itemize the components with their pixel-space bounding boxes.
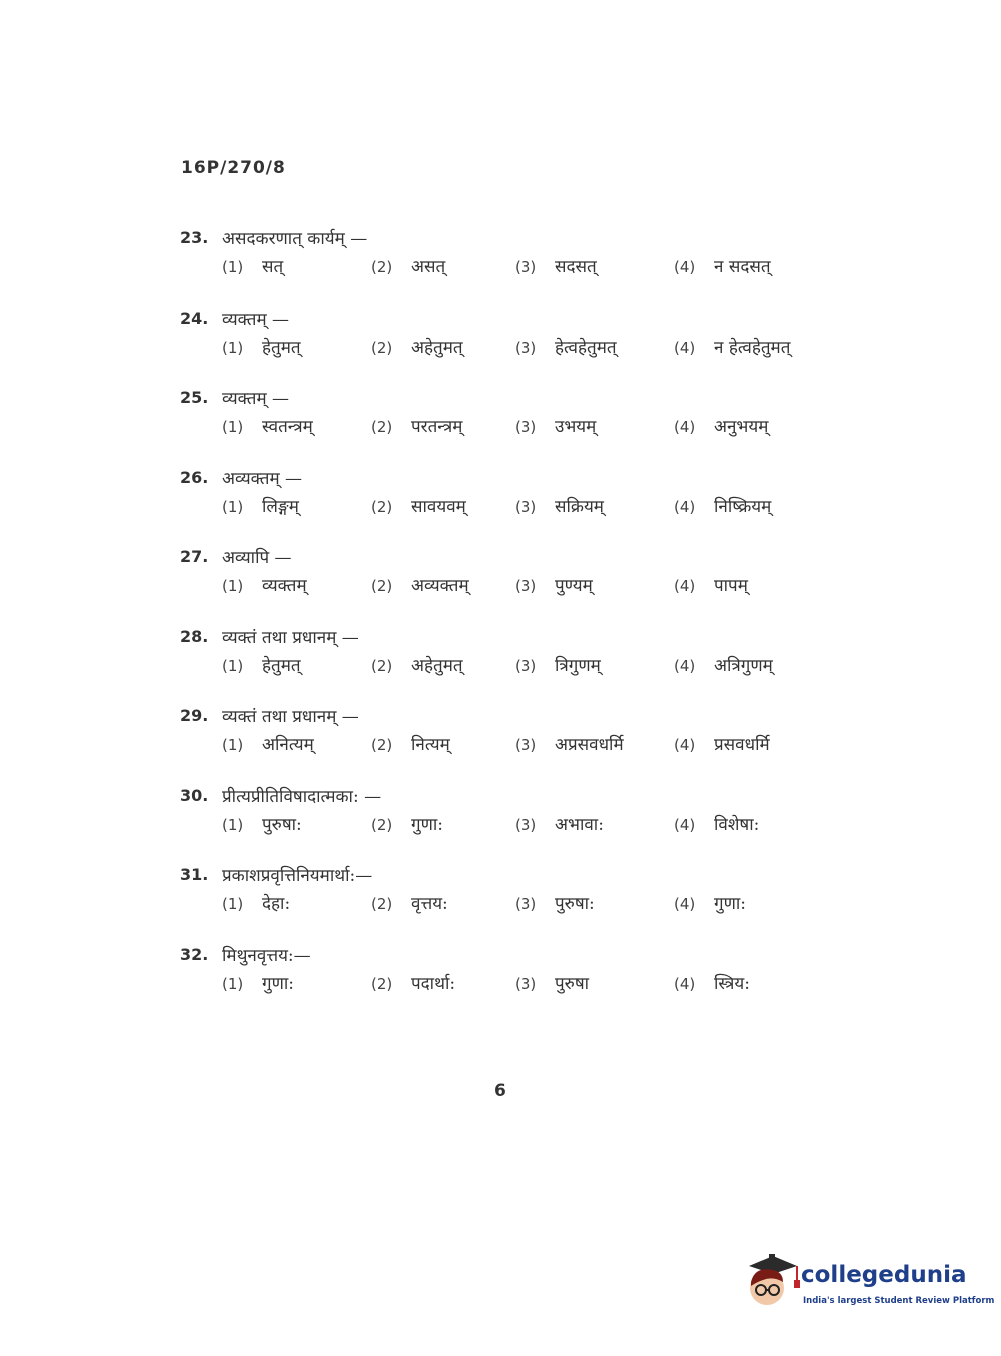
option-1: (1) पुरुषा: <box>222 815 302 835</box>
option-2: (2) अहेतुमत् <box>371 656 463 676</box>
question-32 <box>180 945 840 1005</box>
option-1: (1) अनित्यम् <box>222 735 314 755</box>
option-4: (4) पापम् <box>674 576 748 596</box>
question-number: 24. <box>180 309 209 328</box>
question-number: 31. <box>180 865 209 884</box>
question-number: 30. <box>180 786 209 805</box>
question-number: 27. <box>180 547 209 566</box>
page-number: 6 <box>494 1081 506 1101</box>
option-4: (4) न सदसत् <box>674 257 771 277</box>
question-number: 23. <box>180 228 209 247</box>
question-31 <box>180 865 840 925</box>
question-text: मिथुनवृत्तय:— <box>222 946 311 966</box>
brand-name: collegedunia <box>801 1262 967 1288</box>
question-text: प्रीत्यप्रीतिविषादात्मका: — <box>222 787 382 807</box>
option-3: (3) अप्रसवधर्मि <box>515 735 624 755</box>
question-25 <box>180 388 840 448</box>
option-4: (4) निष्क्रियम् <box>674 497 772 517</box>
mascot-logo-icon <box>743 1252 801 1314</box>
option-2: (2) नित्यम् <box>371 735 450 755</box>
question-text: व्यक्तम् — <box>222 389 290 409</box>
option-3: (3) अभावा: <box>515 815 604 835</box>
option-4: (4) गुणा: <box>674 894 746 914</box>
option-4: (4) प्रसवधर्मि <box>674 735 770 755</box>
question-text: व्यक्तं तथा प्रधानम् — <box>222 707 359 727</box>
question-text: व्यक्तम् — <box>222 310 290 330</box>
option-2: (2) अव्यक्तम् <box>371 576 469 596</box>
question-number: 29. <box>180 706 209 725</box>
question-27 <box>180 547 840 607</box>
question-24 <box>180 309 840 369</box>
option-3: (3) उभयम् <box>515 417 597 437</box>
page-code: 16P/270/8 <box>181 158 286 178</box>
option-2: (2) गुणा: <box>371 815 443 835</box>
option-3: (3) पुरुषा: <box>515 894 595 914</box>
option-4: (4) विशेषा: <box>674 815 760 835</box>
option-1: (1) सत् <box>222 257 284 277</box>
option-3: (3) सदसत् <box>515 257 597 277</box>
question-29 <box>180 706 840 766</box>
option-1: (1) हेतुमत् <box>222 656 301 676</box>
question-text: असदकरणात् कार्यम् — <box>222 229 368 249</box>
question-number: 28. <box>180 627 209 646</box>
option-1: (1) हेतुमत् <box>222 338 301 358</box>
option-2: (2) वृत्तय: <box>371 894 448 914</box>
option-3: (3) हेत्वहेतुमत् <box>515 338 617 358</box>
option-4: (4) अत्रिगुणम् <box>674 656 773 676</box>
option-2: (2) सावयवम् <box>371 497 466 517</box>
question-26 <box>180 468 840 528</box>
option-2: (2) अहेतुमत् <box>371 338 463 358</box>
option-3: (3) पुण्यम् <box>515 576 593 596</box>
option-4: (4) स्त्रिय: <box>674 974 750 994</box>
question-text: प्रकाशप्रवृत्तिनियमार्था:— <box>222 866 373 886</box>
option-3: (3) पुरुषा <box>515 974 590 994</box>
option-4: (4) न हेत्वहेतुमत् <box>674 338 791 358</box>
option-4: (4) अनुभयम् <box>674 417 769 437</box>
question-23 <box>180 228 840 288</box>
option-1: (1) गुणा: <box>222 974 294 994</box>
option-1: (1) स्वतन्त्रम् <box>222 417 313 437</box>
question-28 <box>180 627 840 687</box>
option-3: (3) सक्रियम् <box>515 497 604 517</box>
question-number: 25. <box>180 388 209 407</box>
option-2: (2) असत् <box>371 257 446 277</box>
question-text: अव्यापि — <box>222 548 292 568</box>
collegedunia-watermark <box>743 1250 995 1320</box>
option-3: (3) त्रिगुणम् <box>515 656 601 676</box>
option-1: (1) व्यक्तम् <box>222 576 307 596</box>
question-text: व्यक्तं तथा प्रधानम् — <box>222 628 359 648</box>
option-2: (2) परतन्त्रम् <box>371 417 463 437</box>
question-number: 32. <box>180 945 209 964</box>
question-text: अव्यक्तम् — <box>222 469 303 489</box>
question-number: 26. <box>180 468 209 487</box>
option-2: (2) पदार्था: <box>371 974 456 994</box>
option-1: (1) देहा: <box>222 894 291 914</box>
question-30 <box>180 786 840 846</box>
brand-tagline: India's largest Student Review Platform <box>803 1296 995 1306</box>
option-1: (1) लिङ्गम् <box>222 497 299 517</box>
